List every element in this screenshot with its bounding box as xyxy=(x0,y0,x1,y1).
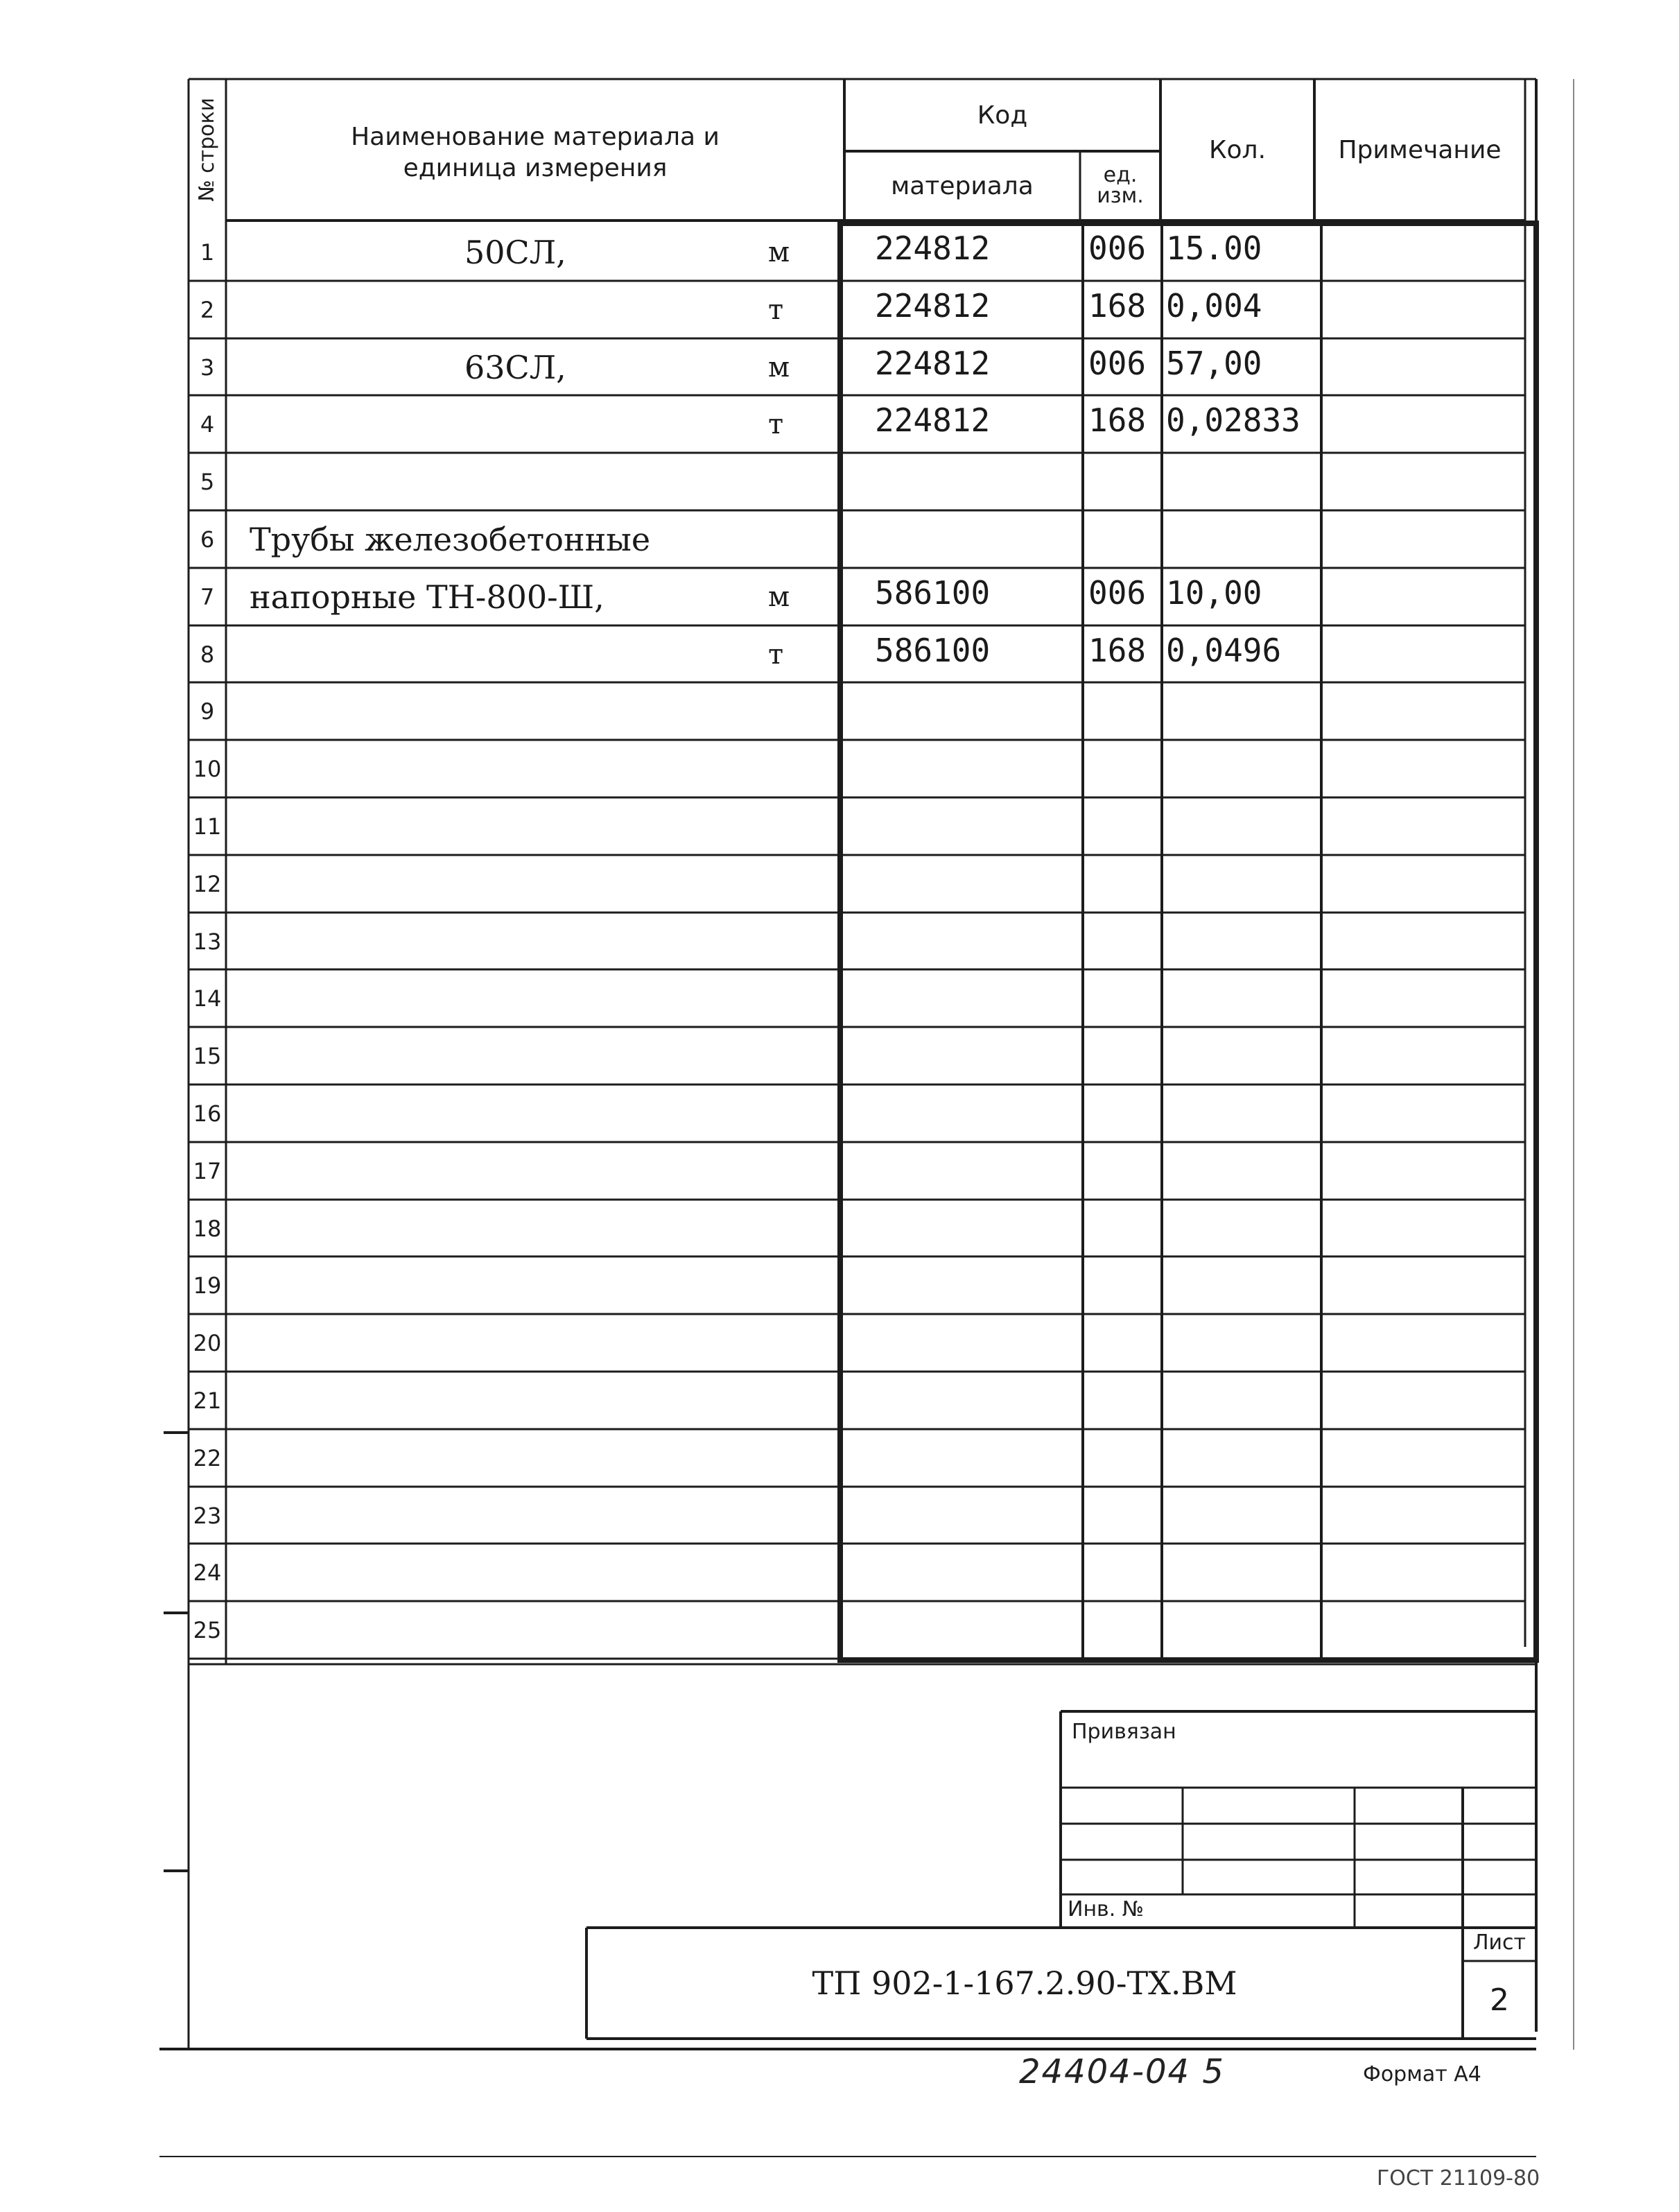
row-number-label: № строки xyxy=(195,98,220,202)
row-number: 19 xyxy=(193,1272,222,1299)
header-material-name xyxy=(226,111,844,194)
code-material-label: материала xyxy=(891,171,1034,200)
quantity: 15.00 xyxy=(1166,229,1262,267)
material-code: 224812 xyxy=(875,229,991,267)
material-code: 224812 xyxy=(875,401,991,439)
sheet-number: 2 xyxy=(1490,1982,1509,2018)
note-label: Примечание xyxy=(1338,135,1502,164)
row-number: 15 xyxy=(193,1042,222,1069)
code-unit-label: ед. изм. xyxy=(1097,163,1144,208)
header-code xyxy=(844,79,1160,151)
row-number: 20 xyxy=(193,1329,222,1356)
quantity: 0,004 xyxy=(1166,286,1262,325)
stamp-inv-no: Инв. № xyxy=(1068,1897,1145,1921)
material-name: 63СЛ, xyxy=(464,348,566,386)
row-number: 5 xyxy=(200,468,215,495)
gost-label: ГОСТ 21109-80 xyxy=(1377,2166,1540,2191)
material-code: 586100 xyxy=(875,631,991,669)
row-number: 23 xyxy=(193,1502,222,1529)
row-number: 4 xyxy=(200,411,215,438)
row-number: 24 xyxy=(193,1559,222,1586)
row-number: 14 xyxy=(193,985,222,1012)
row-number: 16 xyxy=(193,1100,222,1127)
unit-abbr: т xyxy=(768,408,784,440)
quantity: 57,00 xyxy=(1166,344,1262,382)
row-number: 18 xyxy=(193,1215,222,1242)
header-row-number xyxy=(189,79,226,221)
row-number: 1 xyxy=(200,239,215,266)
unit-abbr: т xyxy=(768,293,784,326)
row-number: 11 xyxy=(193,813,222,840)
material-code: 586100 xyxy=(875,573,991,612)
unit-code: 006 xyxy=(1088,344,1147,382)
document-code: ТП 902-1-167.2.90-ТХ.ВМ xyxy=(812,1964,1237,2002)
header-note xyxy=(1314,79,1525,221)
code-label: Код xyxy=(977,101,1028,130)
material-name-label: Наименование материала и единица измерения xyxy=(351,123,720,182)
row-number: 21 xyxy=(193,1387,222,1414)
header-code-material xyxy=(844,151,1080,221)
row-number: 3 xyxy=(200,354,215,381)
row-number: 22 xyxy=(193,1444,222,1471)
row-number: 6 xyxy=(200,526,215,553)
row-number: 17 xyxy=(193,1157,222,1184)
unit-abbr: т xyxy=(768,638,784,671)
unit-abbr: м xyxy=(768,236,790,268)
row-number: 8 xyxy=(200,641,215,668)
row-number: 7 xyxy=(200,583,215,610)
row-number: 25 xyxy=(193,1616,222,1643)
unit-code: 006 xyxy=(1088,229,1147,267)
quantity: 0,0496 xyxy=(1166,631,1282,669)
unit-code: 168 xyxy=(1088,631,1147,669)
row-number: 9 xyxy=(200,698,215,725)
unit-code: 006 xyxy=(1088,573,1147,612)
quantity: 10,00 xyxy=(1166,573,1262,612)
row-number: 2 xyxy=(200,296,215,323)
row-number: 13 xyxy=(193,928,222,955)
material-code: 224812 xyxy=(875,344,991,382)
row-number: 10 xyxy=(193,755,222,782)
header-qty xyxy=(1160,79,1314,221)
row-number: 12 xyxy=(193,870,222,897)
sheet-label: Лист xyxy=(1472,1930,1526,1955)
quantity: 0,02833 xyxy=(1166,401,1300,439)
qty-label: Кол. xyxy=(1208,135,1267,164)
header-code-unit xyxy=(1080,151,1160,221)
unit-abbr: м xyxy=(768,351,790,383)
material-name: напорные ТН-800-Ш, xyxy=(250,578,604,616)
material-name: Трубы железобетонные xyxy=(250,520,651,558)
material-code: 224812 xyxy=(875,286,991,325)
handwritten-number: 24404-04 5 xyxy=(1019,2053,1225,2091)
unit-abbr: м xyxy=(768,580,790,613)
stamp-privyazan: Привязан xyxy=(1072,1720,1176,1744)
unit-code: 168 xyxy=(1088,286,1147,325)
unit-code: 168 xyxy=(1088,401,1147,439)
format-label: Формат А4 xyxy=(1363,2062,1481,2086)
material-name: 50СЛ, xyxy=(464,233,566,271)
